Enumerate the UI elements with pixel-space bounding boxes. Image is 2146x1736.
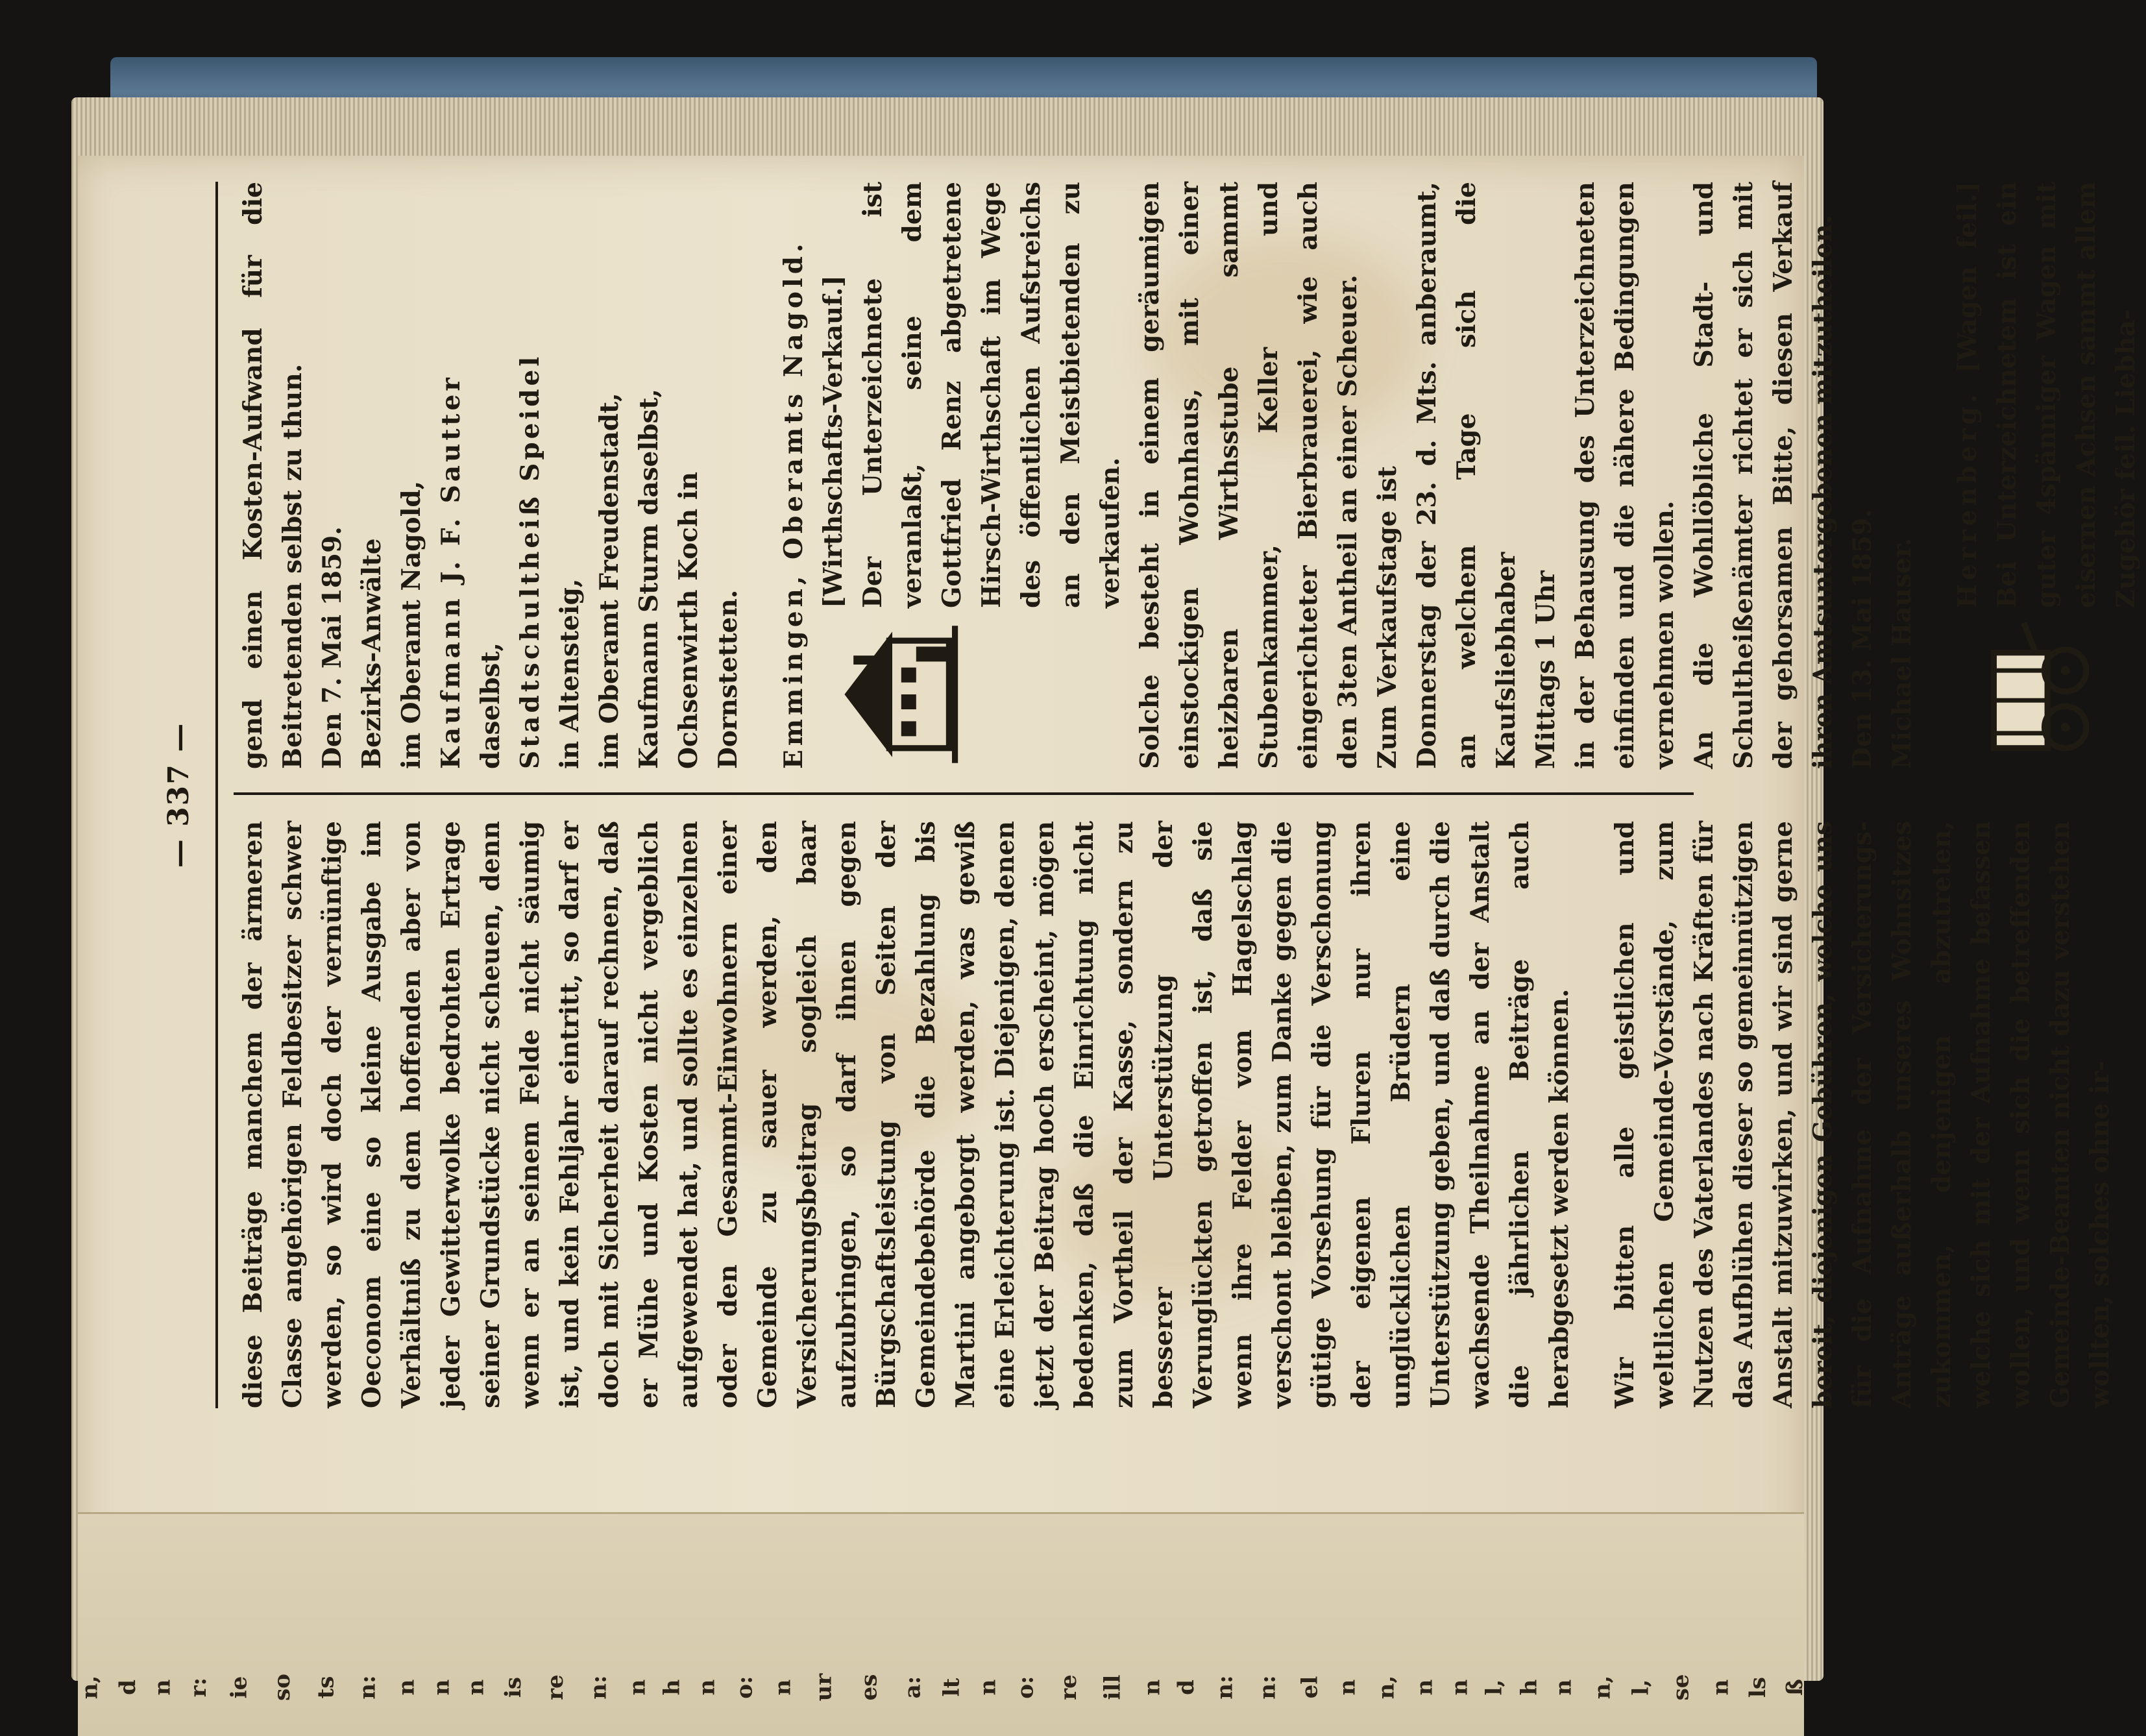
underlying-letter: re xyxy=(1055,1674,1082,1700)
underlying-letter: es xyxy=(856,1674,883,1701)
underlying-letter: n xyxy=(1707,1679,1734,1696)
underlying-letter: n, xyxy=(77,1675,103,1700)
agent-line: Dornstetten. xyxy=(713,589,743,769)
ad-paragraph: Donnerstag der 23. d. Mts. anberaumt, an welchem Tage sich die Kaufsliebhaber xyxy=(1412,182,1521,769)
ad-date: Den 13. Mai 1859. xyxy=(1847,509,1877,769)
underlying-letter: n xyxy=(624,1679,651,1696)
underlying-letter: h xyxy=(1516,1679,1542,1696)
column-divider xyxy=(234,792,1694,795)
underlying-letter: l, xyxy=(1628,1679,1654,1696)
ad-heading: [Wagen feil.] xyxy=(1953,182,1982,373)
underlying-letter: n xyxy=(694,1679,720,1696)
ad-wagen xyxy=(1948,182,2146,769)
underlying-letter: ls xyxy=(1744,1676,1771,1698)
ad-paragraph: Zum Verkaufstage ist xyxy=(1372,466,1402,769)
underlying-letter: n xyxy=(1550,1679,1577,1696)
agent-line: daselbst, xyxy=(476,642,506,769)
left-paragraph-1: diese Beiträge manchem der ärmeren Classe angehörigen Feldbesitzer schwer werden, so wird doch der vernünftige Oeconom eine so kleine Ausgabe im Verhältniß zu dem hoffenden aber von jeder Gewitterwolke bedrohten Ertrage seiner Grundstücke nicht scheuen, denn wenn er an seinem Felde nicht säumig ist, und kein Fehljahr eintritt, so darf er doch mit Sicherheit darauf rechnen, daß er Mühe und Kosten nicht vergeblich aufgewendet hat, und sollte es einzelnen oder den Gesammt-Einwohnern einer Gemeinde zu sauer werden, den Versicherungsbeitrag sogleich baar aufzubringen, so darf ihnen gegen Bürgschaftsleistung von Seiten der Gemeindebehörde die Bezahlung bis Martini angeborgt werden, was gewiß eine Erleichterung ist. Diejenigen, denen jetzt der Beitrag hoch erscheint, mögen bedenken, daß die Einrichtung nicht zum Vortheil der Kasse, sondern zu besserer Unterstützung der Verunglückten getroffen ist, daß sie wenn ihre Felder vom Hagelschlag verschont bleiben, zum Danke gegen die gütige Vorsehung für die Verschonung der eigenen Fluren nur ihren unglücklichen Brüdern eine Unterstützung geben, und daß durch die wachsende Theilnahme an der Anstalt die jährlichen Beiträge auch herabgesetzt werden können. xyxy=(238,821,1574,1408)
underlying-letter: n xyxy=(428,1679,455,1696)
underlying-letter: n xyxy=(974,1679,1001,1696)
ad-place-emmingen: Emmingen, Oberamts Nagold. xyxy=(779,239,809,769)
underlying-letter: n xyxy=(393,1679,420,1696)
underlying-letter: so xyxy=(269,1674,295,1701)
underlying-letter: d xyxy=(115,1680,141,1695)
ad-wirthschaft xyxy=(814,182,1130,769)
underlying-page-letters xyxy=(77,1661,1809,1713)
ad-heading: [Wirthschafts-Verkauf.] xyxy=(818,275,848,608)
agent-line: im Oberamt Freudenstadt, xyxy=(594,393,624,769)
underlying-letter: n xyxy=(1411,1679,1438,1696)
underlying-letter: ß xyxy=(1782,1679,1809,1696)
underlying-letter: n xyxy=(1446,1679,1473,1696)
ad-paragraph: Solche besteht in einem geräumigen einstockigen Wohnhaus, mit einer heizbaren Wirthsstube sammt Stubenkammer, Keller und eingerichteter Bierbrauerei, wie auch den 3ten Antheil an einer Scheuer. xyxy=(1135,182,1363,769)
underlying-letter: n: xyxy=(1254,1675,1281,1700)
ad-place-herrenberg: Herrenberg. xyxy=(1953,390,1982,608)
underlying-letter: el xyxy=(1297,1676,1323,1699)
underlying-letter: lt xyxy=(938,1678,965,1697)
underlying-letter: o: xyxy=(1012,1676,1039,1699)
underlying-letter: n xyxy=(770,1679,796,1696)
inn-house-icon xyxy=(818,620,967,769)
underlying-letter: n, xyxy=(1373,1675,1400,1700)
ad-paragraph: An die Wohllöbliche Stadt- und Schultheißenämter richtet er sich mit der gehorsamen Bitte, diesen Verkauf ihren Amtsuntergebenen mitzutheilen. xyxy=(1689,182,1838,769)
underlying-letter: n xyxy=(463,1679,489,1696)
underlying-letter: ur xyxy=(811,1673,837,1702)
ad-text: Der Unterzeichnete ist veranlaßt, seine dem Gottfried Renz abgetretene Hirsch-Wirthschaft im Wege des öffentlichen Aufstreichs an den Meistbietenden zu verkaufen. xyxy=(858,182,1125,608)
agents-title: Bezirks-Anwälte xyxy=(357,538,387,769)
page-number: — 337 — xyxy=(162,722,195,868)
agent-line: in Altensteig, xyxy=(555,578,585,769)
underlying-letter: a: xyxy=(899,1676,926,1699)
date-line: Den 7. Mai 1859. xyxy=(317,526,347,769)
opening-text: gend einen Kosten-Aufwand für die Beitretenden selbst zu thun. xyxy=(238,182,308,769)
underlying-letter: n: xyxy=(354,1675,381,1700)
header-rule xyxy=(215,182,218,1408)
underlying-letter: re xyxy=(542,1674,568,1700)
underlying-letter: n: xyxy=(1212,1675,1238,1700)
underlying-letter: n xyxy=(1139,1679,1165,1696)
underlying-letter: ill xyxy=(1099,1674,1126,1700)
underlying-letter: n, xyxy=(1589,1675,1616,1700)
underlying-letter: l, xyxy=(1481,1679,1507,1696)
underlying-letter: n xyxy=(1334,1679,1361,1696)
underlying-letter: ie xyxy=(225,1676,252,1699)
agent-line: Kaufmann J. F. Sautter xyxy=(436,374,466,769)
underlying-letter: r: xyxy=(186,1677,212,1698)
underlying-letter: se xyxy=(1668,1674,1694,1701)
ad-signature: Michael Hauser. xyxy=(1887,537,1917,769)
ad-text: Bei Unterzeichnetem ist ein guter 4spänniger Wagen mit eisernen Achsen sammt allem Zugehör feil. Liebha- xyxy=(1992,182,2141,608)
underlying-letter: n: xyxy=(585,1675,612,1700)
right-column xyxy=(234,182,2141,769)
underlying-letter: n xyxy=(149,1679,176,1696)
agent-line: Ochsenwirth Koch in xyxy=(674,472,703,769)
ad-time: Mittags 1 Uhr xyxy=(1531,570,1561,769)
agent-line: Stadtschultheiß Speidel xyxy=(515,353,545,769)
left-paragraph-2: Wir bitten alle geistlichen und weltlichen Gemeinde-Vorstände, zum Nutzen des Vaterlandes nach Kräften für das Aufblühen dieser so gemeinnützigen Anstalt mitzuwirken, und wir sind gerne bereit, diejenigen Gebühren, welche uns für die Aufnahme der Versicherungs-Anträge außerhalb unseres Wohnsitzes zukommen, denjenigen abzutreten, welche sich mit der Aufnahme befassen wollen, und wenn sich die betreffenden Gemeinde-Beamten nicht dazu verstehen wollten, solches ohne ir- xyxy=(1610,821,2115,1408)
wagon-icon xyxy=(1952,620,2101,769)
underlying-letter: is xyxy=(500,1676,526,1698)
left-column xyxy=(234,821,2115,1408)
underlying-letter: o: xyxy=(732,1676,759,1699)
agent-line: Kaufmann Sturm daselbst, xyxy=(634,389,664,769)
underlying-letter: h xyxy=(659,1679,685,1696)
agent-line: im Oberamt Nagold, xyxy=(396,480,426,769)
underlying-letter: d xyxy=(1173,1680,1200,1695)
rotated-page-content xyxy=(162,182,2141,1408)
ad-paragraph: in der Behausung des Unterzeichneten einfinden und die nähere Bedingungen vernehmen wollen. xyxy=(1570,182,1679,769)
underlying-letter: ts xyxy=(312,1676,339,1699)
